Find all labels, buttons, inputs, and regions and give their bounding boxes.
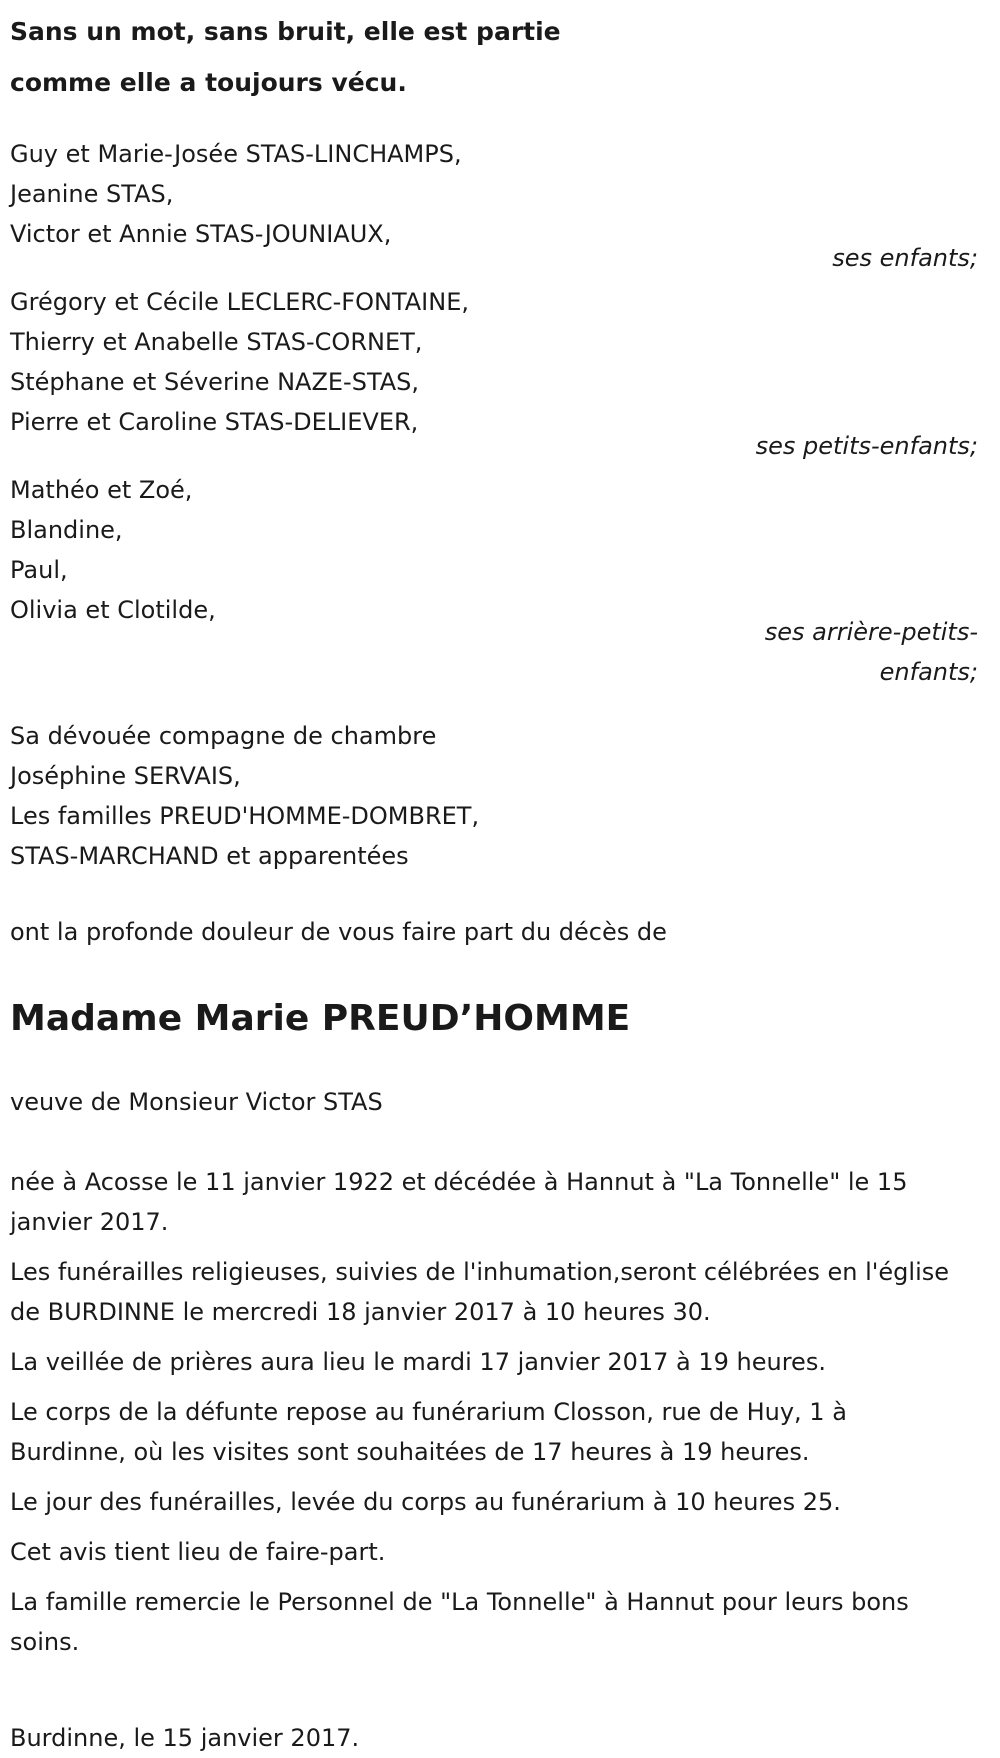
children-group xyxy=(10,134,990,278)
great-grandchildren-group xyxy=(10,470,990,692)
detail-paragraph: Le corps de la défunte repose au funérarium Closson, rue de Huy, 1 à Burdinne, où les visites sont souhaitées de 17 heures à 19 heures. xyxy=(10,1398,847,1466)
grandchildren-label: ses petits-enfants; xyxy=(755,432,978,460)
opening-quote xyxy=(10,0,990,108)
detail-paragraph: Cet avis tient lieu de faire-part. xyxy=(10,1538,386,1566)
detail-paragraph: née à Acosse le 11 janvier 1922 et décédée à Hannut à "La Tonnelle" le 15 janvier 2017. xyxy=(10,1168,908,1236)
children-name: Victor et Annie STAS-JOUNIAUX, xyxy=(10,220,392,248)
great-grandchildren-name: Blandine, xyxy=(10,516,123,544)
quote-line-2: comme elle a toujours vécu. xyxy=(10,68,407,97)
grandchildren-name: Grégory et Cécile LECLERC-FONTAINE, xyxy=(10,288,469,316)
detail-paragraph: La veillée de prières aura lieu le mardi 17 janvier 2017 à 19 heures. xyxy=(10,1348,826,1376)
children-name: Jeanine STAS, xyxy=(10,180,174,208)
great-grandchildren-label-line-1: ses arrière-petits- xyxy=(764,618,978,646)
quote-line-1: Sans un mot, sans bruit, elle est partie xyxy=(10,17,561,46)
detail-paragraph: Le jour des funérailles, levée du corps au funérarium à 10 heures 25. xyxy=(10,1488,841,1516)
detail-paragraph: Les funérailles religieuses, suivies de l'inhumation,seront célébrées en l'église de BURDINNE le mercredi 18 janvier 2017 à 10 heures 30. xyxy=(10,1258,949,1326)
others-line: Sa dévouée compagne de chambre xyxy=(10,722,437,750)
funeral-details xyxy=(10,1162,990,1662)
great-grandchildren-label-line-2: enfants; xyxy=(879,658,978,686)
deceased-name: Madame Marie PREUD’HOMME xyxy=(10,998,631,1039)
others-line: STAS-MARCHAND et apparentées xyxy=(10,842,409,870)
children-label: ses enfants; xyxy=(832,244,978,272)
grandchildren-group xyxy=(10,282,990,466)
signoff-place-date: Burdinne, le 15 janvier 2017. xyxy=(10,1724,360,1752)
great-grandchildren-name: Olivia et Clotilde, xyxy=(10,596,216,624)
detail-paragraph: La famille remercie le Personnel de "La Tonnelle" à Hannut pour leurs bons soins. xyxy=(10,1588,909,1656)
others-line: Les familles PREUD'HOMME-DOMBRET, xyxy=(10,802,480,830)
grandchildren-name: Pierre et Caroline STAS-DELIEVER, xyxy=(10,408,419,436)
great-grandchildren-name: Paul, xyxy=(10,556,68,584)
others-group xyxy=(10,716,990,876)
children-name: Guy et Marie-Josée STAS-LINCHAMPS, xyxy=(10,140,462,168)
great-grandchildren-name: Mathéo et Zoé, xyxy=(10,476,193,504)
great-grandchildren-label xyxy=(748,612,990,692)
grandchildren-name: Thierry et Anabelle STAS-CORNET, xyxy=(10,328,423,356)
widow-of-text: veuve de Monsieur Victor STAS xyxy=(10,1088,383,1116)
announcement-text: ont la profonde douleur de vous faire part du décès de xyxy=(10,918,667,946)
others-line: Joséphine SERVAIS, xyxy=(10,762,241,790)
grandchildren-name: Stéphane et Séverine NAZE-STAS, xyxy=(10,368,420,396)
